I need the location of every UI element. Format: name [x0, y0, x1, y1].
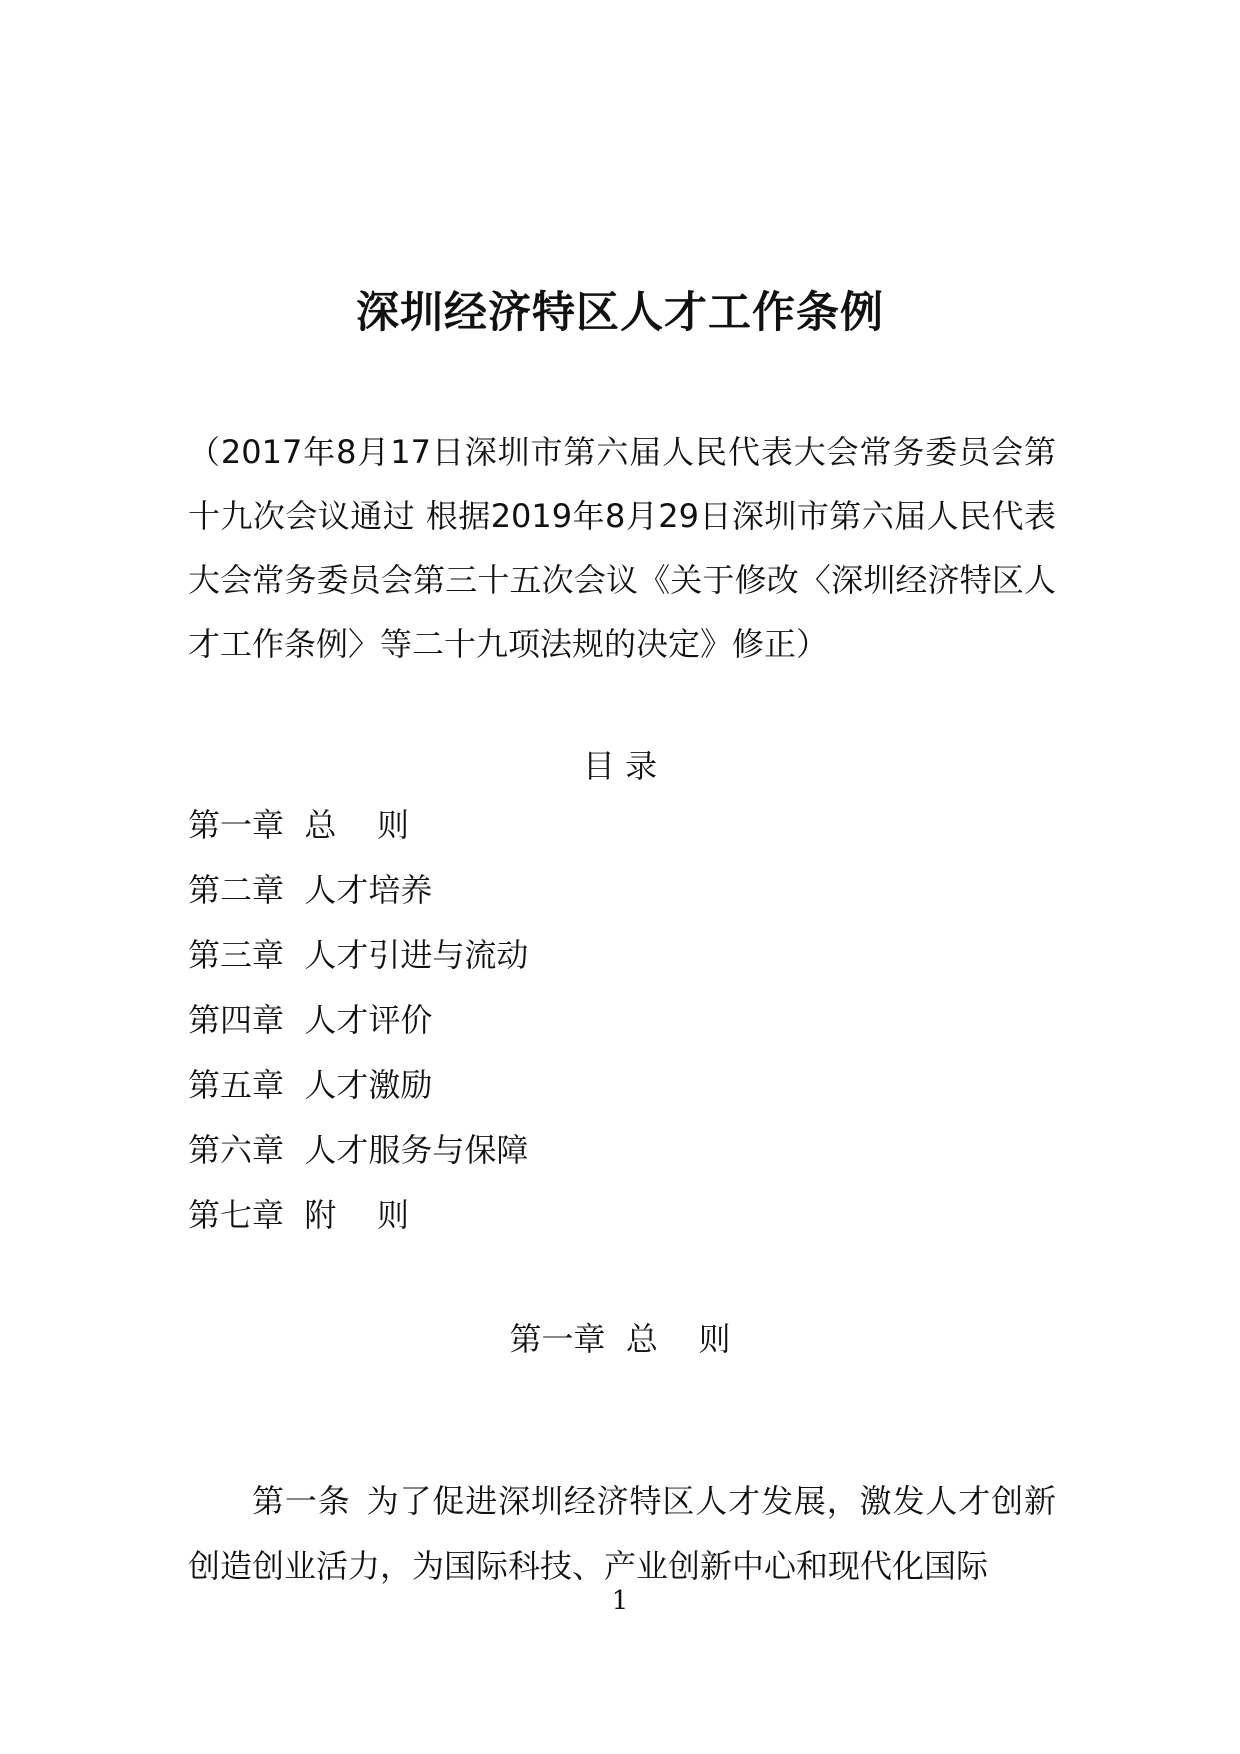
page-number: 1: [611, 1586, 629, 1616]
document-title: 深圳经济特区人才工作条例: [356, 288, 884, 338]
table-of-contents: [188, 803, 888, 1258]
toc-item-chapter-1: 第一章 总 则: [188, 806, 410, 844]
toc-item-chapter-7: 第七章 附 则: [188, 1196, 410, 1234]
toc-item-chapter-2: 第二章 人才培养: [188, 871, 433, 909]
article-text: 为了促进深圳经济特区人才发展，激发人才创新创造创业活力，为国际科技、产业创新中心和现代化国际: [188, 1482, 1056, 1585]
article-label: 第一条: [252, 1482, 351, 1520]
chapter-heading: 第一章 总 则: [509, 1320, 731, 1358]
adoption-note: （2017年8月17日深圳市第六届人民代表大会常务委员会第十九次会议通过 根据2019年8月29日深圳市第六届人民代表大会常务委员会第三十五次会议《关于修改〈深圳经济特区人才工作条例〉等二十九项法规的决定》修正）: [188, 433, 1056, 663]
toc-heading: 目 录: [582, 747, 658, 785]
toc-item-chapter-4: 第四章 人才评价: [188, 1001, 433, 1039]
toc-item-chapter-3: 第三章 人才引进与流动: [188, 936, 529, 974]
toc-item-chapter-5: 第五章 人才激励: [188, 1066, 433, 1104]
toc-item-chapter-6: 第六章 人才服务与保障: [188, 1131, 529, 1169]
article-1: [188, 1469, 1056, 1599]
